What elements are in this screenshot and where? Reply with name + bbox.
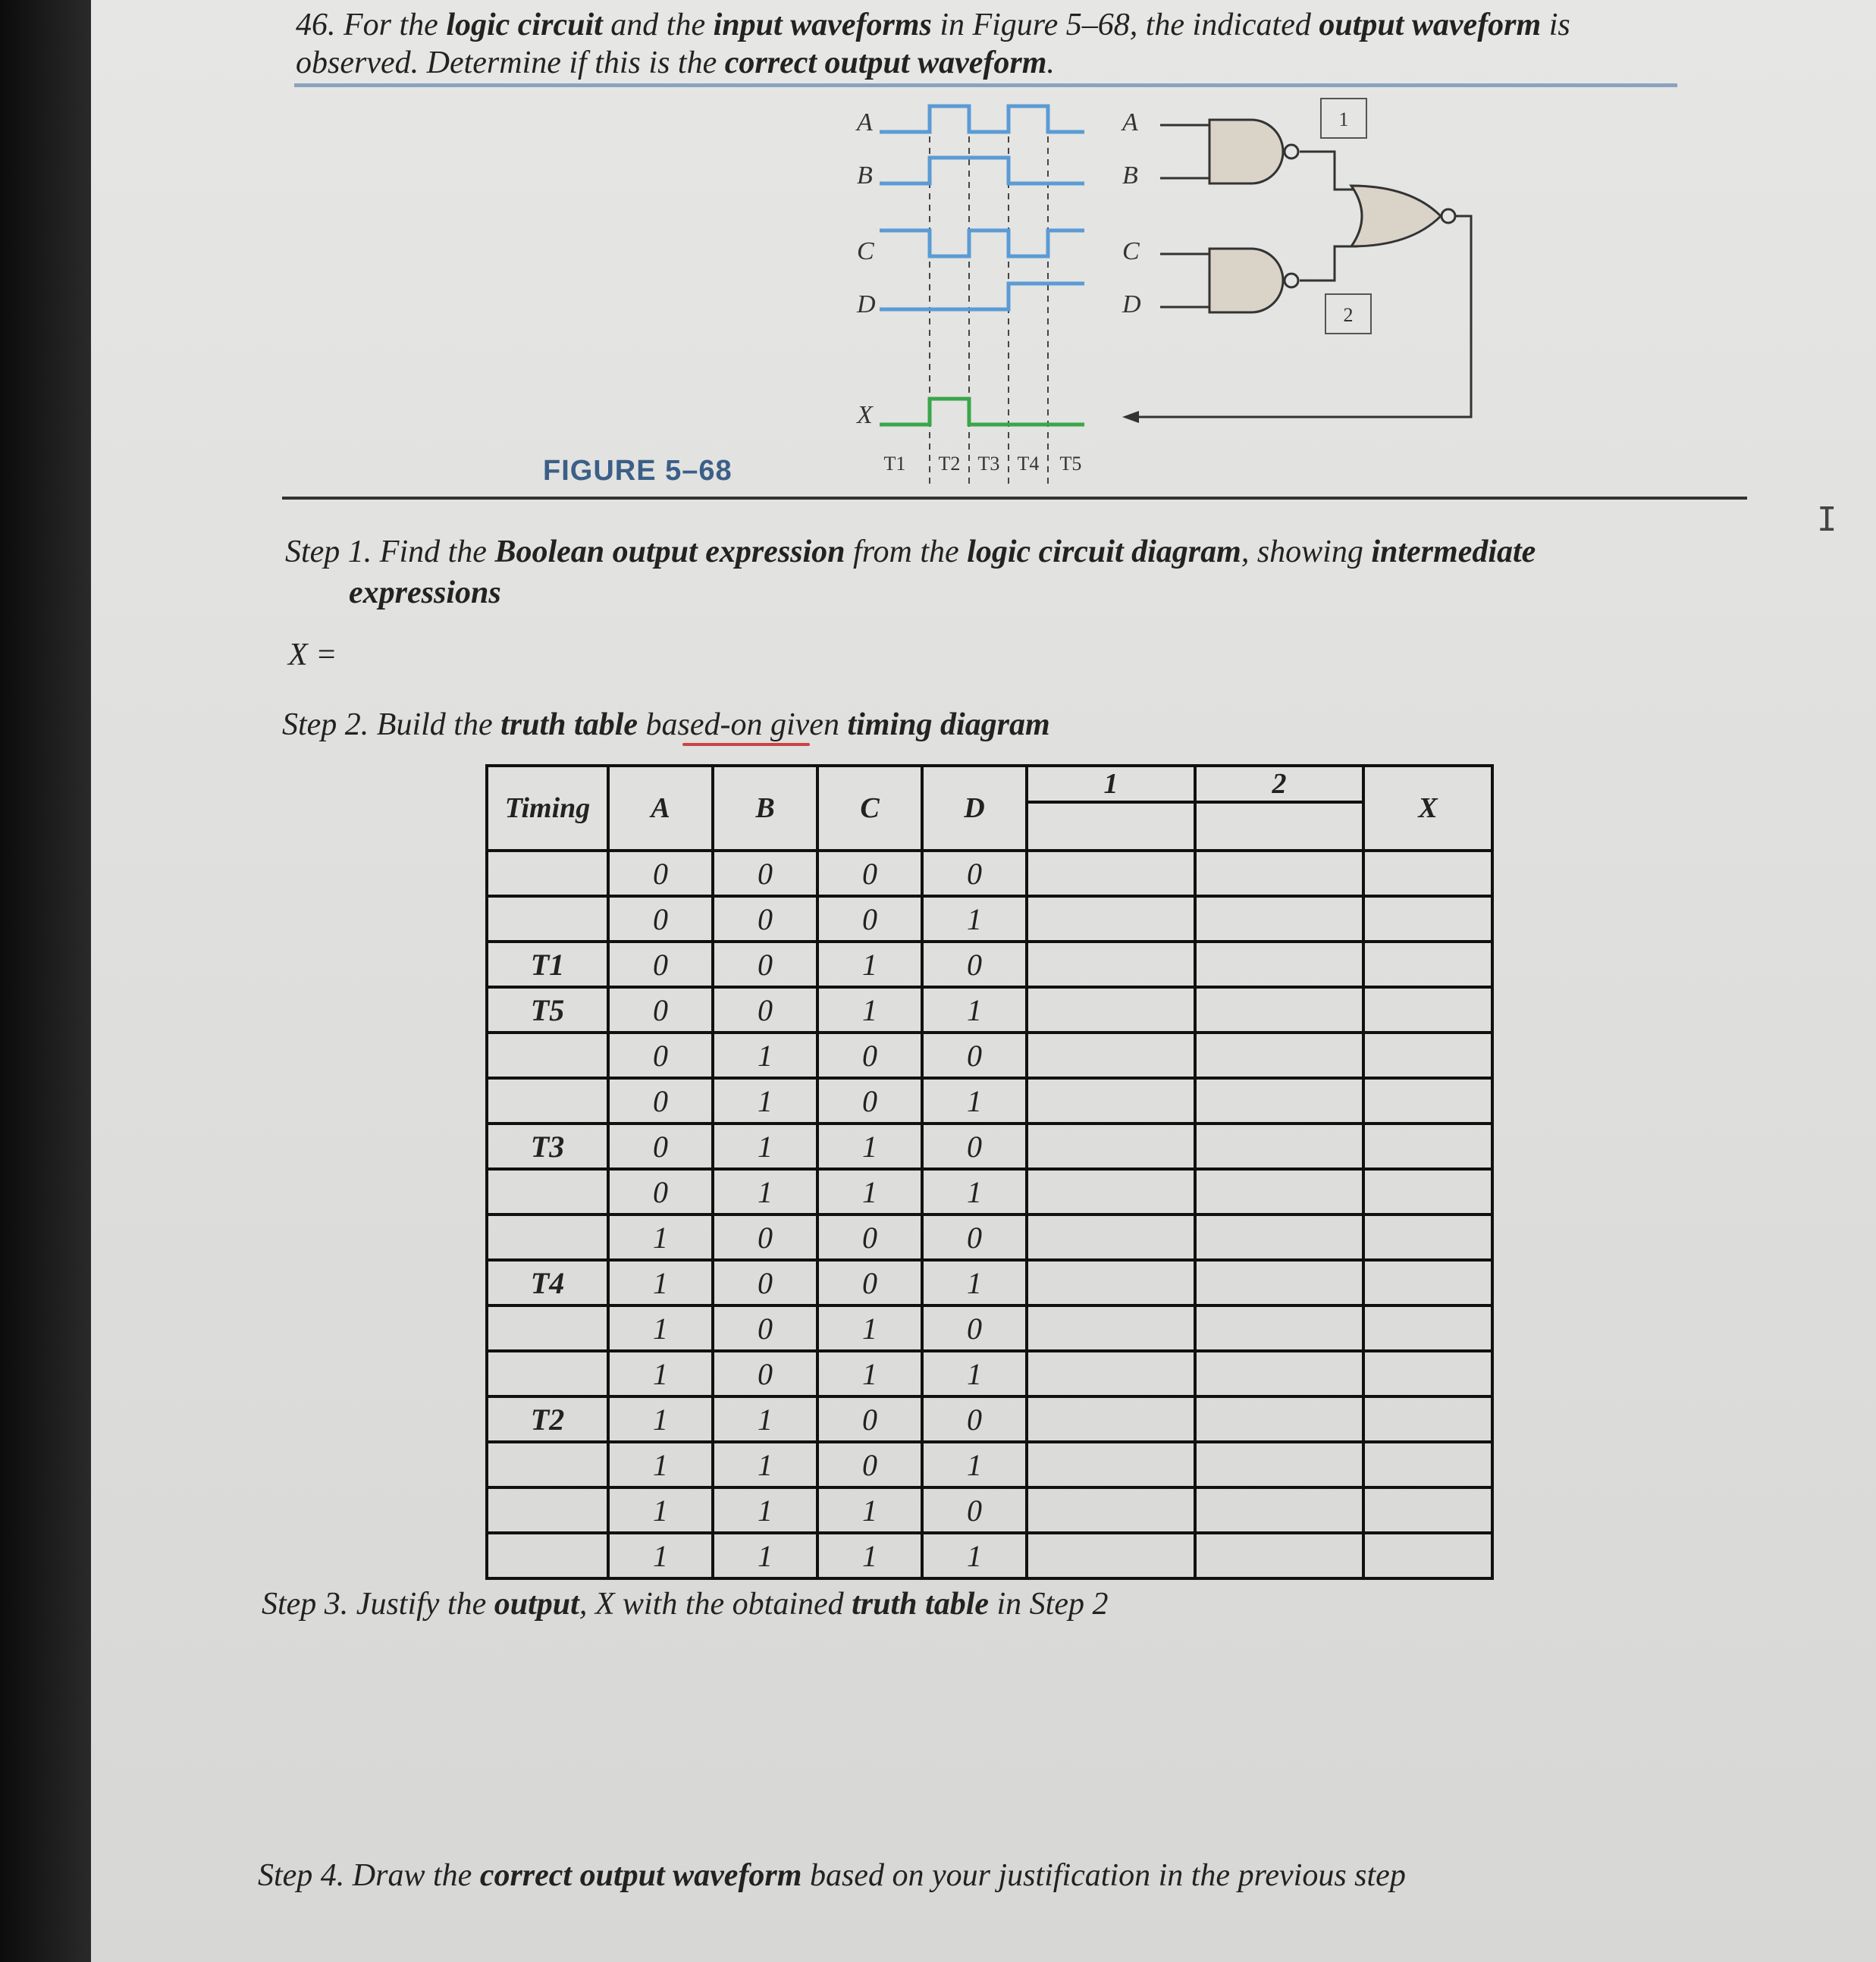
d-cell: 1 <box>922 1442 1027 1487</box>
output-x-cell[interactable] <box>1363 1396 1492 1442</box>
q-bold: correct output waveform <box>724 45 1047 80</box>
output-1-cell[interactable] <box>1027 851 1195 896</box>
gate-input-d: D <box>1122 290 1141 318</box>
waveform-x <box>880 399 1084 425</box>
output-2-cell[interactable] <box>1195 1442 1363 1487</box>
header-b: B <box>713 766 817 851</box>
d-cell: 1 <box>922 1260 1027 1305</box>
b-cell: 0 <box>713 1351 817 1396</box>
output-x-cell[interactable] <box>1363 1214 1492 1260</box>
time-label-t4: T4 <box>1017 453 1040 475</box>
wave-label-c: C <box>857 237 874 265</box>
s3-text: , X with the obtained <box>579 1587 852 1622</box>
s3-text: Step 3. Justify the <box>262 1587 494 1622</box>
b-cell: 0 <box>713 896 817 942</box>
c-cell: 0 <box>817 851 922 896</box>
c-cell: 1 <box>817 942 922 987</box>
s1-bold: Boolean output expression <box>494 534 845 569</box>
output-x-cell[interactable] <box>1363 1351 1492 1396</box>
time-label-t3: T3 <box>977 453 1000 475</box>
b-cell: 0 <box>713 851 817 896</box>
output-gate <box>1351 186 1441 246</box>
wave-label-x: X <box>857 401 873 429</box>
a-cell: 1 <box>608 1351 713 1396</box>
timing-cell: T3 <box>487 1124 608 1169</box>
timing-cell <box>487 1078 608 1124</box>
c-cell: 0 <box>817 896 922 942</box>
a-cell: 0 <box>608 1078 713 1124</box>
a-cell: 0 <box>608 987 713 1033</box>
output-x-cell[interactable] <box>1363 1305 1492 1351</box>
timing-cell <box>487 1442 608 1487</box>
c-cell: 0 <box>817 1214 922 1260</box>
gate-input-a: A <box>1122 108 1138 136</box>
a-cell: 1 <box>608 1533 713 1578</box>
s1-bold: expressions <box>349 575 501 610</box>
table-row <box>487 1260 1492 1305</box>
waveform-b <box>880 158 1084 183</box>
timing-cell <box>487 1033 608 1078</box>
header-2 <box>1195 766 1363 851</box>
output-x-cell[interactable] <box>1363 851 1492 896</box>
table-body <box>487 851 1492 1578</box>
output-x-cell[interactable] <box>1363 942 1492 987</box>
s1-text: from the <box>845 534 968 569</box>
table-row <box>487 1351 1492 1396</box>
q-text: observed. Determine if this is the <box>296 45 725 80</box>
wave-label-a: A <box>857 108 873 136</box>
q-bold: output waveform <box>1319 8 1542 42</box>
a-cell: 1 <box>608 1214 713 1260</box>
output-1-cell[interactable] <box>1027 1442 1195 1487</box>
a-cell: 1 <box>608 1396 713 1442</box>
header-2-text: 2 <box>1197 767 1362 804</box>
time-label-t2: T2 <box>938 453 961 475</box>
output-2-cell[interactable] <box>1195 851 1363 896</box>
s4-text: based on your justification in the previous step <box>802 1858 1406 1893</box>
output-x-cell[interactable] <box>1363 1033 1492 1078</box>
b-cell: 0 <box>713 987 817 1033</box>
c-cell: 0 <box>817 1078 922 1124</box>
d-cell: 0 <box>922 1396 1027 1442</box>
table-row <box>487 1169 1492 1214</box>
output-2-cell[interactable] <box>1195 1396 1363 1442</box>
header-1 <box>1027 766 1195 851</box>
timing-cell <box>487 1214 608 1260</box>
header-a: A <box>608 766 713 851</box>
text-cursor-icon: I <box>1817 500 1837 539</box>
output-1-cell[interactable] <box>1027 1169 1195 1214</box>
timing-cell <box>487 1351 608 1396</box>
a-cell: 1 <box>608 1305 713 1351</box>
table-row <box>487 942 1492 987</box>
output-2-cell[interactable] <box>1195 942 1363 987</box>
output-2-cell[interactable] <box>1195 1124 1363 1169</box>
s1-text: , showing <box>1241 534 1372 569</box>
table-row <box>487 1533 1492 1578</box>
question-line-2 <box>296 44 1055 82</box>
c-cell: 1 <box>817 1305 922 1351</box>
output-x-cell[interactable] <box>1363 1169 1492 1214</box>
truth-table <box>485 764 1494 1580</box>
q-bold: logic circuit <box>446 8 603 42</box>
nand-gate-1 <box>1209 120 1283 183</box>
nand-bubble-2 <box>1285 274 1298 287</box>
d-cell: 1 <box>922 1351 1027 1396</box>
output-1-cell[interactable] <box>1027 1305 1195 1351</box>
step-1-line-1 <box>285 532 1536 572</box>
output-1-cell[interactable] <box>1027 1351 1195 1396</box>
s1-bold: intermediate <box>1371 534 1536 569</box>
label-box-2-text: 2 <box>1343 304 1354 326</box>
s1-text: Step 1. Find the <box>285 534 495 569</box>
timing-cell <box>487 1169 608 1214</box>
b-cell: 1 <box>713 1033 817 1078</box>
c-cell: 0 <box>817 1396 922 1442</box>
b-cell: 0 <box>713 1214 817 1260</box>
d-cell: 1 <box>922 987 1027 1033</box>
a-cell: 0 <box>608 942 713 987</box>
b-cell: 0 <box>713 1305 817 1351</box>
output-2-cell[interactable] <box>1195 987 1363 1033</box>
output-2-cell[interactable] <box>1195 1078 1363 1124</box>
c-cell: 1 <box>817 1487 922 1533</box>
b-cell: 1 <box>713 1124 817 1169</box>
header-d: D <box>922 766 1027 851</box>
timing-cell: T4 <box>487 1260 608 1305</box>
s1-bold: logic circuit diagram <box>967 534 1241 569</box>
gate-input-b: B <box>1122 161 1138 190</box>
timing-cell <box>487 851 608 896</box>
output-2-cell[interactable] <box>1195 896 1363 942</box>
output-1-cell[interactable] <box>1027 1078 1195 1124</box>
s2-text: Step 2. Build the <box>282 707 501 742</box>
q-text: . <box>1046 45 1055 80</box>
output-1-cell[interactable] <box>1027 1214 1195 1260</box>
output-2-cell[interactable] <box>1195 1487 1363 1533</box>
s3-bold: output <box>494 1587 579 1622</box>
table-row <box>487 851 1492 896</box>
output-1-cell[interactable] <box>1027 942 1195 987</box>
output-1-cell[interactable] <box>1027 1260 1195 1305</box>
step-3 <box>262 1584 1109 1624</box>
q-bold: input waveforms <box>713 8 932 42</box>
output-2-cell[interactable] <box>1195 1033 1363 1078</box>
b-cell: 1 <box>713 1533 817 1578</box>
output-1-cell[interactable] <box>1027 1487 1195 1533</box>
time-label-t5: T5 <box>1059 453 1082 475</box>
wave-label-b: B <box>857 161 873 190</box>
output-x-cell[interactable] <box>1363 1442 1492 1487</box>
output-2-cell[interactable] <box>1195 1305 1363 1351</box>
c-cell: 1 <box>817 1124 922 1169</box>
timing-cell <box>487 1487 608 1533</box>
header-x: X <box>1363 766 1492 851</box>
header-timing: Timing <box>487 766 608 851</box>
a-cell: 1 <box>608 1487 713 1533</box>
output-x-cell[interactable] <box>1363 1078 1492 1124</box>
table-row <box>487 1396 1492 1442</box>
output-2-cell[interactable] <box>1195 1169 1363 1214</box>
output-2-cell[interactable] <box>1195 1214 1363 1260</box>
s2-bold: truth table <box>500 707 638 742</box>
b-cell: 1 <box>713 1169 817 1214</box>
output-x-cell[interactable] <box>1363 987 1492 1033</box>
d-cell: 1 <box>922 1169 1027 1214</box>
x-equals: X = <box>288 638 337 672</box>
s4-bold: correct output waveform <box>479 1858 802 1893</box>
c-cell: 1 <box>817 1533 922 1578</box>
q-text: 46. For the <box>296 8 447 42</box>
b-cell: 0 <box>713 942 817 987</box>
output-2-cell[interactable] <box>1195 1260 1363 1305</box>
s2-text-underlined: based-on <box>645 707 763 742</box>
c-cell: 1 <box>817 987 922 1033</box>
s2-text: given <box>762 707 848 742</box>
timing-cell: T2 <box>487 1396 608 1442</box>
label-box-1-text: 1 <box>1338 108 1349 130</box>
b-cell: 1 <box>713 1487 817 1533</box>
gate-input-c: C <box>1122 237 1140 265</box>
s2-bold: timing diagram <box>847 707 1050 742</box>
d-cell: 0 <box>922 1487 1027 1533</box>
step-1-line-2 <box>349 573 501 613</box>
output-x-cell[interactable] <box>1363 1260 1492 1305</box>
timing-cell: T5 <box>487 987 608 1033</box>
output-1-cell[interactable] <box>1027 1033 1195 1078</box>
q-text: in Figure 5–68, the indicated <box>931 8 1319 42</box>
q-text: and the <box>602 8 714 42</box>
d-cell: 0 <box>922 1033 1027 1078</box>
step-2 <box>282 705 1050 744</box>
d-cell: 0 <box>922 1124 1027 1169</box>
d-cell: 1 <box>922 1533 1027 1578</box>
question-line-1 <box>296 6 1570 44</box>
output-2-cell[interactable] <box>1195 1351 1363 1396</box>
figure-5-68 <box>834 91 1517 493</box>
table-row <box>487 1033 1492 1078</box>
time-label-t1: T1 <box>883 453 906 475</box>
d-cell: 0 <box>922 1214 1027 1260</box>
waveform-a <box>880 106 1084 132</box>
c-cell: 1 <box>817 1351 922 1396</box>
s3-text: in Step 2 <box>989 1587 1109 1622</box>
output-x-cell[interactable] <box>1363 896 1492 942</box>
b-cell: 1 <box>713 1396 817 1442</box>
output-x-cell[interactable] <box>1363 1487 1492 1533</box>
table-row <box>487 896 1492 942</box>
a-cell: 0 <box>608 851 713 896</box>
output-1-cell[interactable] <box>1027 987 1195 1033</box>
c-cell: 0 <box>817 1033 922 1078</box>
output-1-cell[interactable] <box>1027 896 1195 942</box>
s4-text: Step 4. Draw the <box>258 1858 480 1893</box>
a-cell: 0 <box>608 1033 713 1078</box>
spellcheck-underline <box>682 743 810 746</box>
c-cell: 1 <box>817 1169 922 1214</box>
output-1-cell[interactable] <box>1027 1533 1195 1578</box>
nand-bubble-1 <box>1285 145 1298 158</box>
table-row <box>487 1124 1492 1169</box>
timing-cell <box>487 1305 608 1351</box>
b-cell: 0 <box>713 1260 817 1305</box>
header-c: C <box>817 766 922 851</box>
a-cell: 0 <box>608 896 713 942</box>
q-text: is <box>1541 8 1570 42</box>
timing-cell <box>487 1533 608 1578</box>
output-x-cell[interactable] <box>1363 1533 1492 1578</box>
table-row <box>487 1442 1492 1487</box>
table-header-row <box>487 766 1492 851</box>
c-cell: 0 <box>817 1442 922 1487</box>
timing-cell <box>487 896 608 942</box>
d-cell: 0 <box>922 1305 1027 1351</box>
d-cell: 1 <box>922 1078 1027 1124</box>
step-4 <box>258 1856 1406 1895</box>
circuit-wires <box>1137 125 1471 417</box>
output-arrow-icon <box>1122 411 1139 423</box>
figure-label: FIGURE 5–68 <box>543 455 733 487</box>
output-1-cell[interactable] <box>1027 1124 1195 1169</box>
output-1-cell[interactable] <box>1027 1396 1195 1442</box>
c-cell: 0 <box>817 1260 922 1305</box>
timing-cell: T1 <box>487 942 608 987</box>
output-gate-bubble <box>1442 209 1455 223</box>
table-row <box>487 1487 1492 1533</box>
figure-divider <box>282 497 1747 500</box>
s3-bold: truth table <box>852 1587 990 1622</box>
time-dividers <box>930 114 1048 485</box>
waveform-d <box>880 284 1084 309</box>
output-x-cell[interactable] <box>1363 1124 1492 1169</box>
waveform-c <box>880 230 1084 256</box>
table-row <box>487 1305 1492 1351</box>
d-cell: 0 <box>922 851 1027 896</box>
table-row <box>487 987 1492 1033</box>
a-cell: 1 <box>608 1442 713 1487</box>
d-cell: 1 <box>922 896 1027 942</box>
b-cell: 1 <box>713 1442 817 1487</box>
d-cell: 0 <box>922 942 1027 987</box>
a-cell: 1 <box>608 1260 713 1305</box>
a-cell: 0 <box>608 1169 713 1214</box>
header-1-text: 1 <box>1028 767 1194 804</box>
s2-text <box>638 707 646 742</box>
a-cell: 0 <box>608 1124 713 1169</box>
table-row <box>487 1214 1492 1260</box>
b-cell: 1 <box>713 1078 817 1124</box>
question-underline <box>294 83 1677 87</box>
output-2-cell[interactable] <box>1195 1533 1363 1578</box>
wave-label-d: D <box>857 290 876 318</box>
table-row <box>487 1078 1492 1124</box>
nand-gate-2 <box>1209 249 1283 312</box>
